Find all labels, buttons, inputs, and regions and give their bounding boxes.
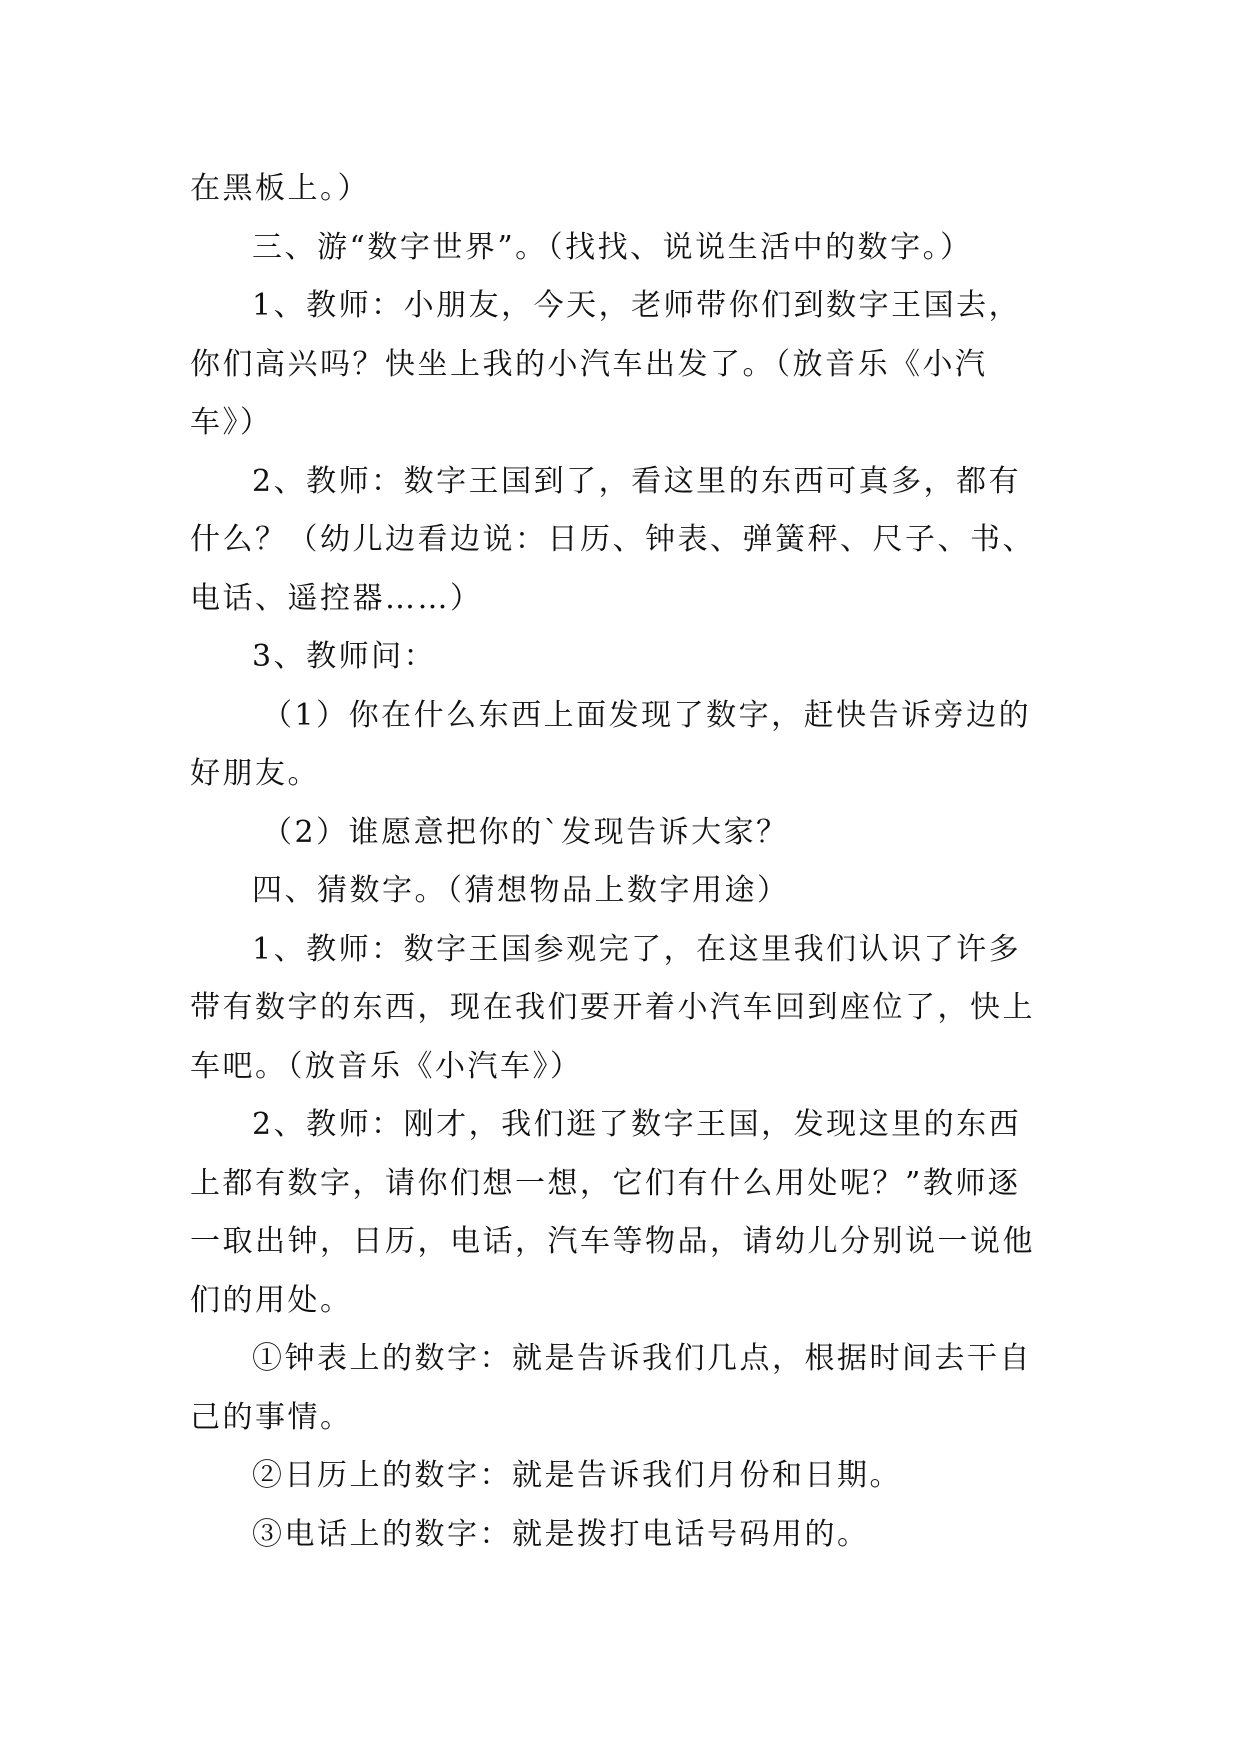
paragraph (190, 804, 1055, 863)
paragraph (190, 687, 1055, 804)
text-line: 3、教师问： (252, 639, 437, 674)
text-line: 四、猜数字。（猜想物品上数字用途） (252, 873, 790, 908)
text-line: 2、教师：刚才，我们逛了数字王国，发现这里的东西 (252, 1107, 1022, 1142)
section-heading (190, 862, 1055, 921)
text-line: 上都有数字，请你们想一想，它们有什么用处呢？”教师逐 (190, 1165, 1021, 1201)
text-line: 们的用处。 (190, 1282, 353, 1318)
text-line: 三、游“数字世界”。（找找、说说生活中的数字。） (252, 229, 973, 265)
text-line: ②日历上的数字：就是告诉我们月份和日期。 (252, 1458, 902, 1493)
paragraph (190, 1096, 1055, 1330)
text-line: 车吧。（放音乐《小汽车》） (190, 1048, 583, 1084)
text-line: 在黑板上。） (190, 171, 370, 206)
text-line: ①钟表上的数字：就是告诉我们几点，根据时间去干自 (252, 1341, 1032, 1376)
text-line: （2）谁愿意把你的`发现告诉大家？ (262, 814, 789, 850)
text-line: 好朋友。 (190, 756, 320, 791)
text-line: 带有数字的东西，现在我们要开着小汽车回到座位了，快上 (190, 990, 1035, 1025)
paragraph (190, 628, 1055, 687)
text-line: ③电话上的数字：就是拨打电话号码用的。 (252, 1516, 870, 1552)
text-line: 电话、遥控器……） (190, 580, 483, 616)
text-line: 2、教师：数字王国到了，看这里的东西可真多，都有 (252, 463, 1022, 499)
text-line: 己的事情。 (190, 1399, 353, 1435)
text-line: 一取出钟，日历，电话，汽车等物品，请幼儿分别说一说他 (190, 1224, 1035, 1259)
paragraph (190, 1506, 1055, 1565)
text-line: 什么？（幼儿边看边说：日历、钟表、弹簧秤、尺子、书、 (190, 522, 1035, 557)
paragraph (190, 1330, 1055, 1447)
text-line: （1）你在什么东西上面发现了数字，赶快告诉旁边的 (262, 697, 1032, 733)
text-line: 1、教师：数字王国参观完了，在这里我们认识了许多 (252, 931, 1022, 967)
paragraph (190, 160, 1055, 219)
paragraph (190, 921, 1055, 1097)
text-line: 1、教师：小朋友，今天，老师带你们到数字王国去， (252, 288, 1022, 323)
paragraph (190, 277, 1055, 453)
paragraph (190, 1447, 1055, 1506)
text-line: 车》） (190, 405, 273, 440)
text-line: 你们高兴吗？快坐上我的小汽车出发了。（放音乐《小汽 (190, 346, 988, 382)
paragraph (190, 453, 1055, 629)
document-body (190, 160, 1055, 1564)
section-heading (190, 219, 1055, 278)
